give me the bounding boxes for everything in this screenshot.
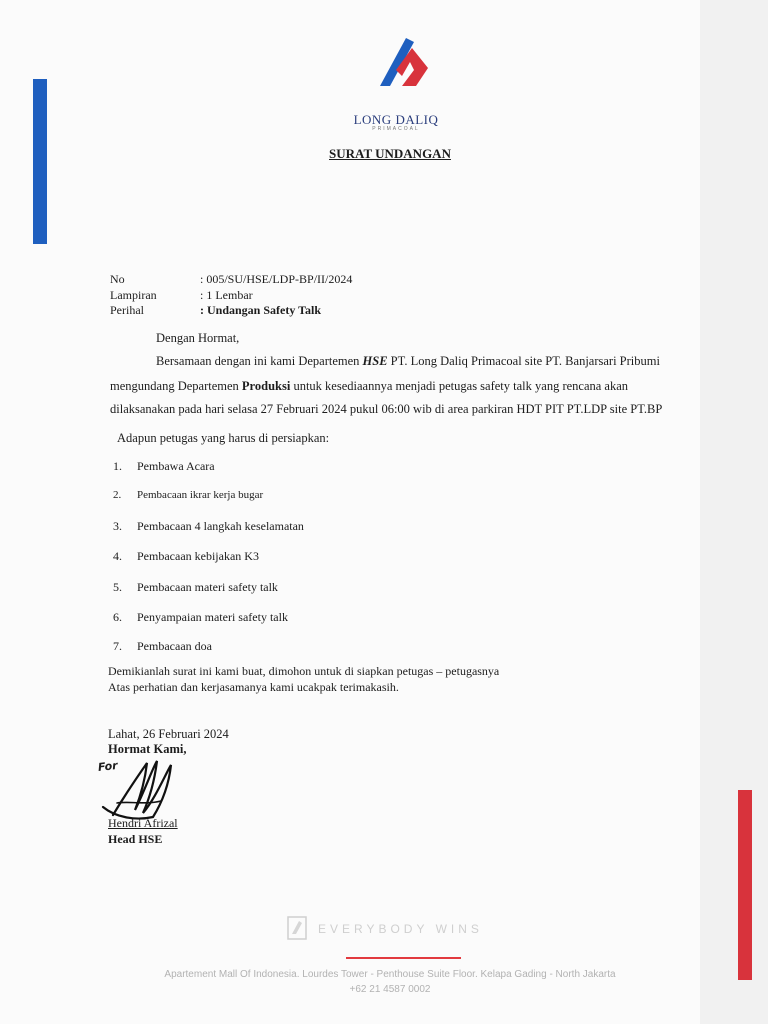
list-item-num: 6.	[113, 610, 122, 624]
everybody-wins-logo-icon	[287, 916, 307, 940]
meta-no-label: No	[110, 272, 125, 286]
page-edge-shadow	[700, 0, 768, 1024]
meta-perihal-value: : Undangan Safety Talk	[200, 303, 322, 317]
list-item-num: 7.	[113, 639, 122, 653]
p1-hse: HSE	[362, 354, 388, 368]
paragraph-line-3: dilaksanakan pada hari selasa 27 Februari 2024 pukul 06:00 wib di area parkiran HDT PIT PT.LDP site PT.BP	[110, 402, 663, 416]
meta-lampiran-label: Lampiran	[110, 288, 157, 302]
signer-name: Hendri Afrizal	[108, 816, 178, 830]
for-note: For	[97, 759, 119, 774]
list-item-text: Pembacaan 4 langkah keselamatan	[137, 519, 304, 533]
document-title: SURAT UNDANGAN	[329, 146, 451, 161]
list-item	[113, 459, 215, 474]
red-side-bar	[738, 790, 752, 980]
list-item-text: Pembacaan kebijakan K3	[137, 549, 259, 563]
footer-address: Apartement Mall Of Indonesia. Lourdes Tower - Penthouse Suite Floor. Kelapa Gading - North Jakarta	[164, 969, 616, 980]
greeting: Dengan Hormat,	[156, 331, 240, 345]
footer-red-line	[346, 957, 461, 959]
list-item	[113, 549, 259, 564]
place-date: Lahat, 26 Februari 2024	[108, 727, 229, 741]
list-intro: Adapun petugas yang harus di persiapkan:	[117, 431, 330, 445]
list-item	[113, 489, 263, 501]
list-item	[113, 610, 288, 625]
list-item-text: Pembawa Acara	[137, 459, 215, 473]
list-item-num: 3.	[113, 519, 122, 533]
p2-text-b: untuk kesediaannya menjadi petugas safety talk yang rencana akan	[290, 379, 629, 393]
list-item-num: 4.	[113, 549, 122, 563]
list-item	[113, 580, 278, 595]
list-item-text: Penyampaian materi safety talk	[137, 610, 288, 624]
closing-line-1: Demikianlah surat ini kami buat, dimohon untuk di siapkan petugas – petugasnya	[108, 664, 500, 678]
meta-lampiran-value: : 1 Lembar	[200, 288, 253, 302]
list-item	[113, 519, 304, 534]
list-item	[113, 639, 212, 654]
list-item-text: Pembacaan doa	[137, 639, 212, 653]
logo-name: LONG DALIQ	[353, 112, 439, 127]
list-item-num: 1.	[113, 459, 122, 473]
paragraph-line-1	[156, 354, 660, 369]
list-item-text: Pembacaan materi safety talk	[137, 580, 278, 594]
p2-produksi: Produksi	[241, 379, 291, 393]
p2-text-a: mengundang Departemen	[110, 379, 242, 393]
closing-line-2: Atas perhatian dan kerjasamanya kami ucakpak terimakasih.	[108, 680, 399, 694]
list-item-num: 2.	[113, 489, 122, 501]
company-logo-icon	[356, 30, 446, 110]
footer-phone: +62 21 4587 0002	[349, 984, 431, 995]
regards: Hormat Kami,	[108, 742, 187, 756]
signer-title: Head HSE	[108, 832, 163, 846]
footer-mark: EVERYBODY WINS	[318, 922, 483, 936]
blue-side-bar	[33, 79, 47, 244]
p1-text-a: Bersamaan dengan ini kami Departemen	[156, 354, 363, 368]
paragraph-line-2	[110, 379, 628, 394]
list-item-num: 5.	[113, 580, 122, 594]
p1-text-b: PT. Long Daliq Primacoal site PT. Banjarsari Pribumi	[387, 354, 660, 368]
meta-perihal-label: Perihal	[110, 303, 144, 317]
list-item-text: Pembacaan ikrar kerja bugar	[137, 489, 264, 501]
logo-subtitle: PRIMACOAL	[372, 126, 420, 132]
meta-no-value: : 005/SU/HSE/LDP-BP/II/2024	[200, 272, 353, 286]
